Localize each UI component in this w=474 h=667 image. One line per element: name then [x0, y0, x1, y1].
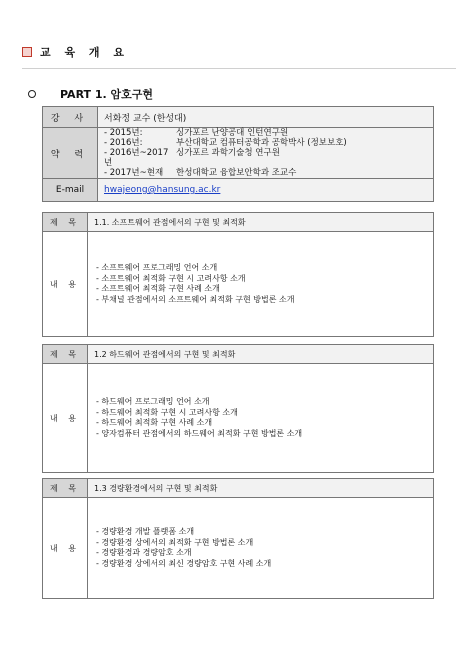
course-title: 1.1. 소프트웨어 관점에서의 구현 및 최적화 [88, 213, 434, 232]
square-bullet-icon [22, 47, 32, 57]
career-year: - 2017년~현재 [104, 168, 164, 178]
course-table-1 [42, 212, 434, 337]
career-desc: 싱가포르 과학기술청 연구원 [176, 148, 280, 158]
career-item [104, 138, 433, 148]
list-item: - 경량환경과 경량암호 소개 [96, 548, 192, 557]
part-header [28, 86, 153, 102]
label-email: E-mail [43, 179, 98, 202]
career-year: - 2015년: [104, 128, 143, 138]
list-item: - 경량환경 상에서의 최적화 구현 방법론 소개 [96, 537, 254, 547]
career-item [104, 128, 433, 138]
course-title-row [43, 213, 434, 232]
label-title: 제 목 [43, 345, 88, 364]
course-table-3 [42, 478, 434, 599]
career-desc: 한성대학교 융합보안학과 조교수 [176, 168, 297, 178]
label-name: 강 사 [43, 107, 98, 128]
instructor-row-email [43, 179, 434, 202]
course-content [88, 364, 434, 473]
career-item [104, 148, 433, 168]
course-content-row [43, 364, 434, 473]
list-item: - 하드웨어 최적화 구현 사례 소개 [96, 418, 213, 427]
instructor-row-name [43, 107, 434, 128]
career-item [104, 168, 433, 178]
part-title: PART 1. 암호구현 [60, 88, 154, 101]
label-title: 제 목 [43, 213, 88, 232]
list-item: - 하드웨어 최적화 구현 시 고려사항 소개 [96, 407, 238, 417]
label-content: 내 용 [43, 498, 88, 599]
course-title: 1.2 하드웨어 관점에서의 구현 및 최적화 [88, 345, 434, 364]
list-item: - 경량환경 상에서의 최신 경량암호 구현 사례 소개 [96, 558, 272, 568]
instructor-name: 서화정 교수 (한성대) [98, 107, 434, 128]
career-desc: 부산대학교 컴퓨터공학과 공학박사 (정보보호) [176, 138, 347, 148]
career-year: - 2016년: [104, 138, 143, 148]
instructor-row-career [43, 128, 434, 179]
course-content-row [43, 232, 434, 337]
circle-bullet-icon [28, 90, 36, 98]
instructor-table [42, 106, 434, 202]
list-item: - 소프트웨어 프로그래밍 언어 소개 [96, 263, 218, 272]
label-content: 내 용 [43, 364, 88, 473]
course-title-row [43, 345, 434, 364]
list-item: - 소프트웨어 최적화 구현 시 고려사항 소개 [96, 273, 246, 283]
divider [22, 68, 456, 69]
label-content: 내 용 [43, 232, 88, 337]
list-item: - 하드웨어 프로그래밍 언어 소개 [96, 397, 210, 406]
section-header [22, 44, 129, 60]
list-item: - 경량환경 개발 플랫폼 소개 [96, 527, 195, 536]
course-title: 1.3 경량환경에서의 구현 및 최적화 [88, 479, 434, 498]
list-item: - 소프트웨어 최적화 구현 사례 소개 [96, 284, 220, 293]
course-title-row [43, 479, 434, 498]
label-career: 약 력 [43, 128, 98, 179]
career-list [98, 128, 434, 179]
course-content [88, 232, 434, 337]
label-title: 제 목 [43, 479, 88, 498]
email-cell [98, 179, 434, 202]
list-item: - 양자컴퓨터 관점에서의 하드웨어 최적화 구현 방법론 소개 [96, 428, 303, 438]
career-year: - 2016년~2017년 [104, 148, 169, 168]
course-content-row [43, 498, 434, 599]
career-desc: 싱가포르 난양공대 인턴연구원 [176, 128, 289, 138]
course-content [88, 498, 434, 599]
email-link[interactable]: hwajeong@hansung.ac.kr [104, 185, 221, 195]
section-title: 교 육 개 요 [40, 46, 129, 59]
course-table-2 [42, 344, 434, 473]
list-item: - 부채널 관점에서의 소프트웨어 최적화 구현 방법론 소개 [96, 294, 295, 304]
